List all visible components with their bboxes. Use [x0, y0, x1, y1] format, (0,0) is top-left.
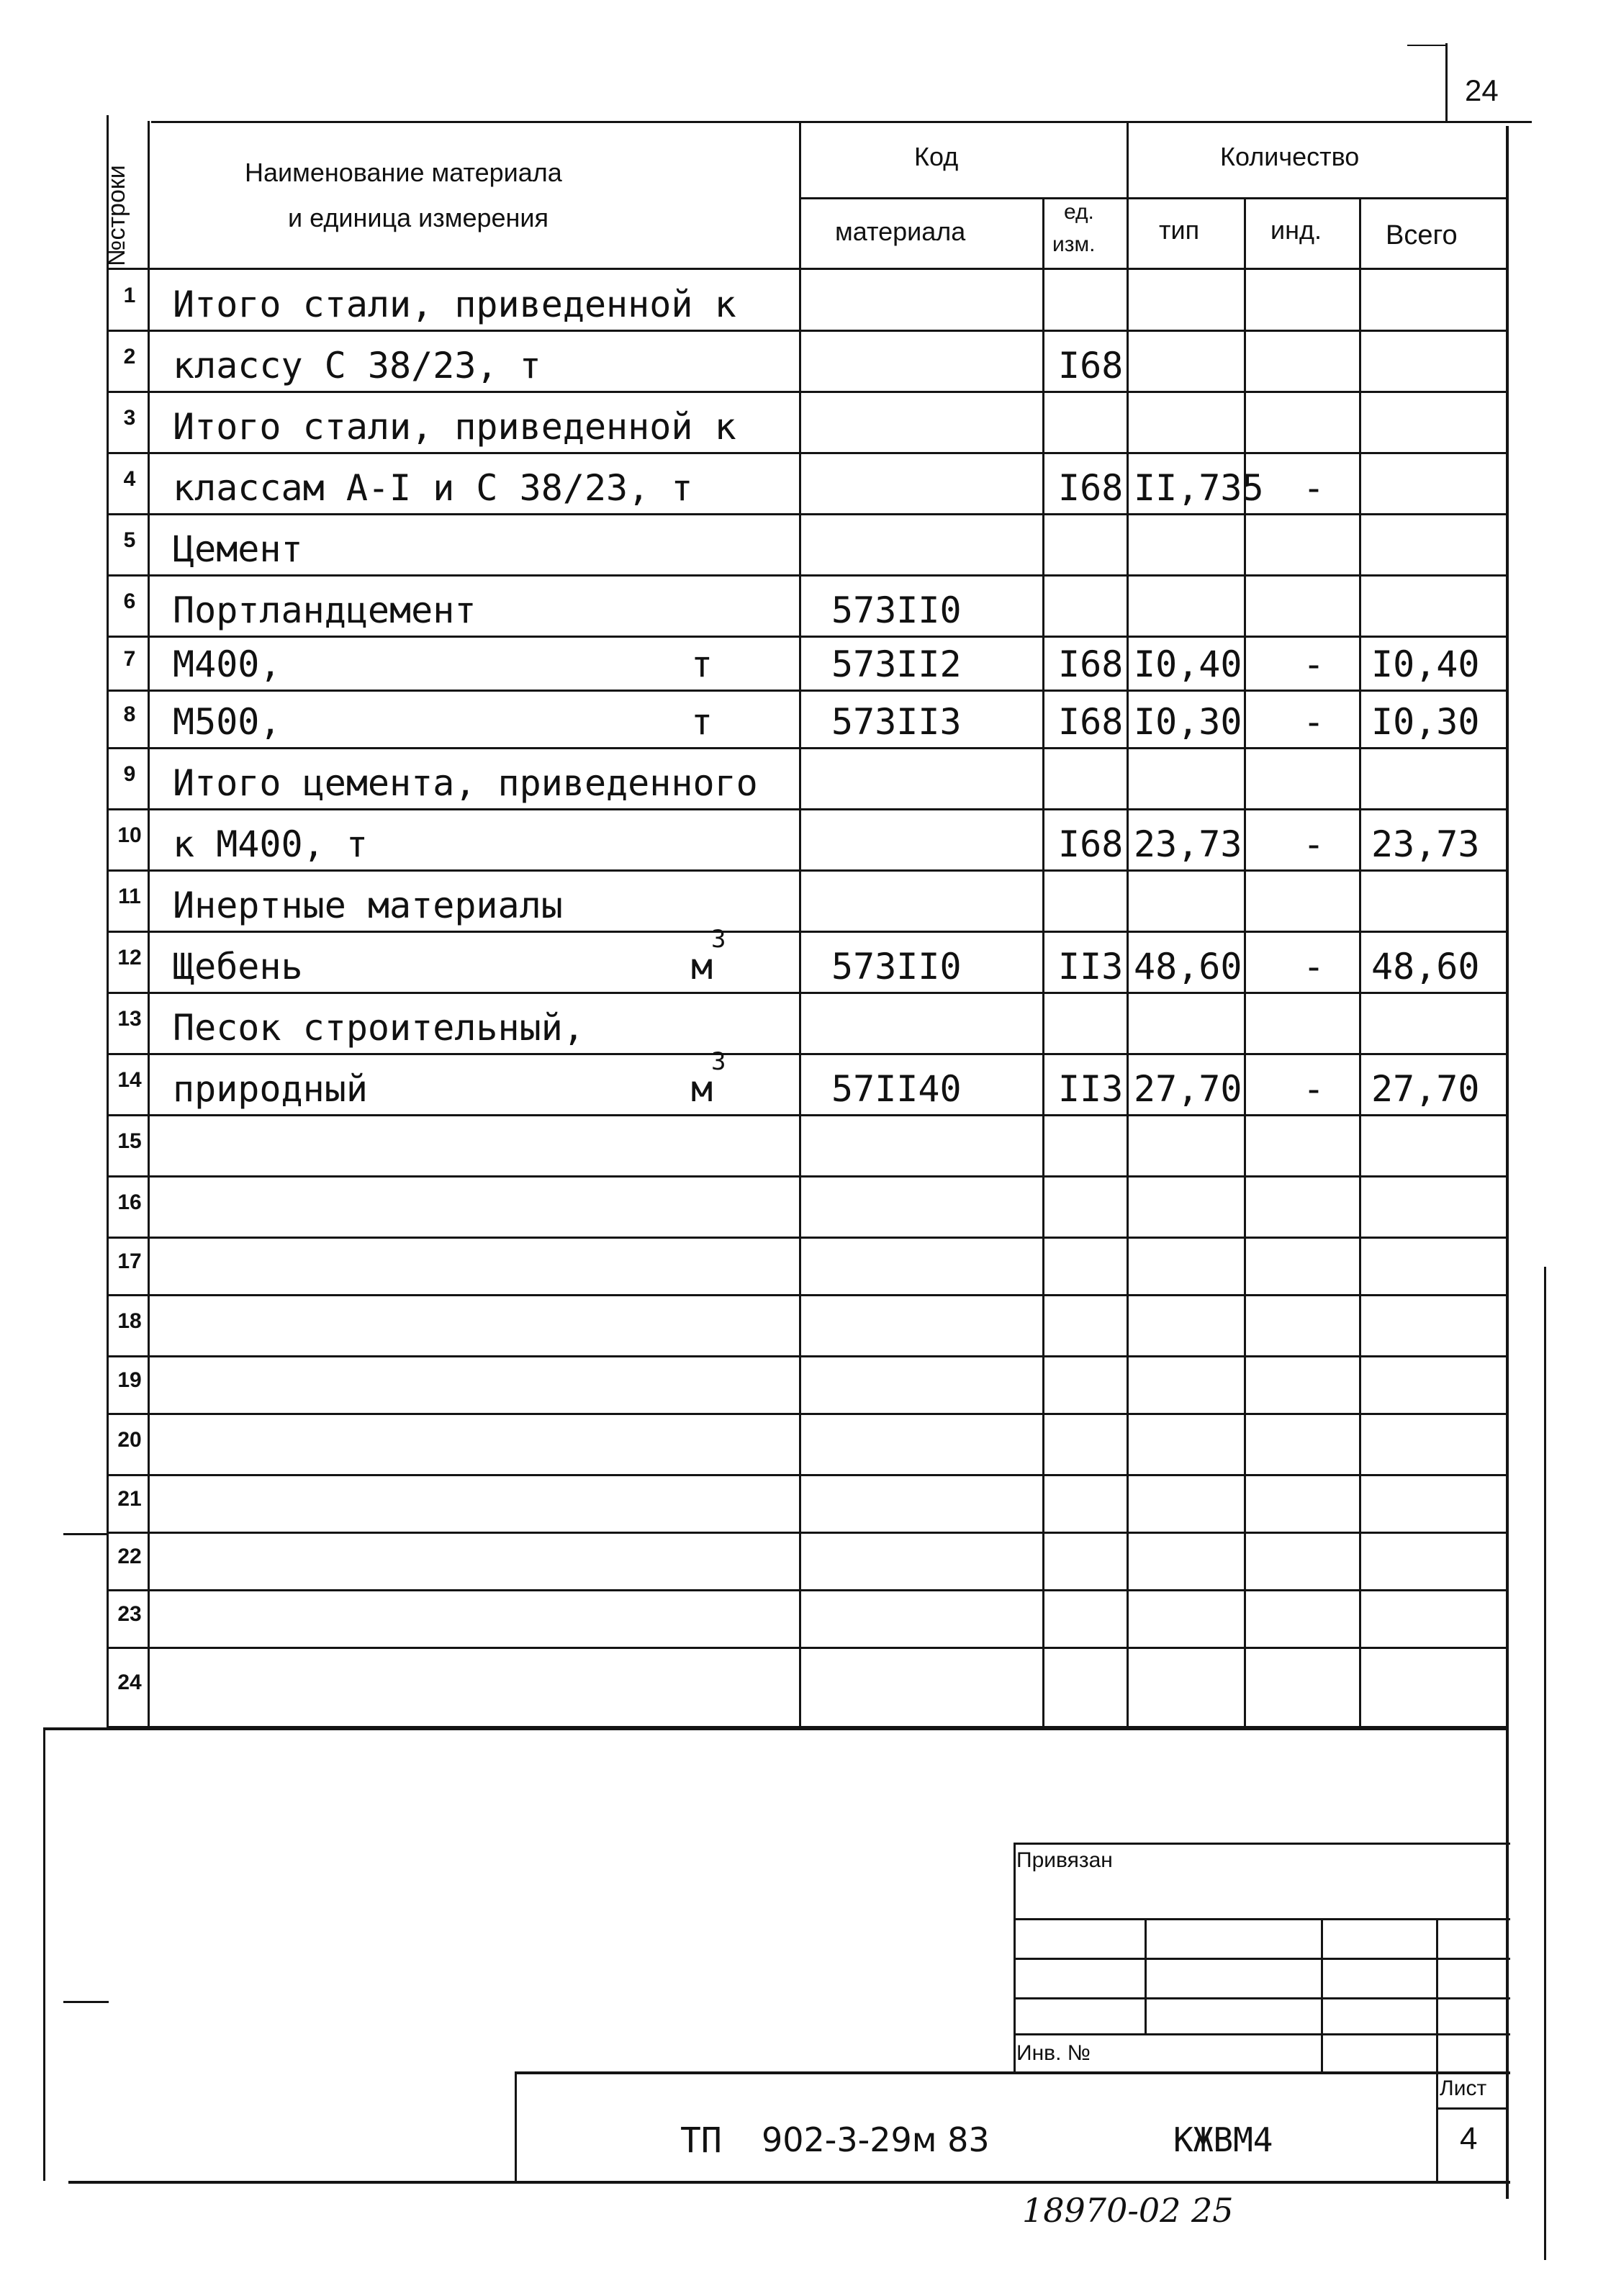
row-divider [108, 1294, 1508, 1296]
row-name: классу С 38/23, т [173, 345, 541, 387]
row-name: Щебень [173, 946, 303, 987]
row-divider [108, 574, 1508, 577]
col-divider-typ [1244, 197, 1246, 1727]
handwritten-footer: 18970-02 25 [1022, 2191, 1234, 2230]
row-name: Итого стали, приведенной к [173, 284, 736, 325]
row-number: 5 [123, 528, 136, 552]
margin-tick [63, 1533, 109, 1535]
header-ind: инд. [1270, 215, 1322, 245]
row-divider [108, 1589, 1508, 1591]
row-name: Цемент [173, 528, 303, 570]
row-qty-typ: 48,60 [1134, 946, 1242, 987]
row-divider [108, 636, 1508, 638]
row-material-code: 573II2 [831, 643, 962, 685]
stamp-sheet-number: 4 [1460, 2121, 1478, 2156]
header-quantity: Количество [1220, 142, 1360, 171]
row-name: Итого цемента, приведенного [173, 762, 758, 804]
stamp-inv-number: Инв. № [1016, 2041, 1091, 2065]
row-number: 7 [123, 647, 136, 671]
row-unit-code: I68 [1058, 823, 1124, 865]
row-name: М400, [173, 643, 281, 685]
row-unit-symbol: т [691, 701, 713, 743]
row-number: 24 [117, 1671, 142, 1694]
margin-tick [63, 2001, 109, 2003]
header-typ: тип [1159, 215, 1200, 245]
row-qty-total: 48,60 [1371, 946, 1480, 987]
row-number: 8 [123, 702, 136, 726]
row-divider [108, 931, 1508, 933]
col-divider-unit [1127, 121, 1129, 1727]
row-qty-ind: - [1303, 643, 1325, 685]
row-number: 1 [123, 284, 136, 307]
row-number: 20 [117, 1428, 142, 1452]
table-right-border [1506, 126, 1509, 2199]
row-number: 16 [117, 1190, 142, 1214]
row-qty-ind: - [1303, 823, 1325, 865]
row-unit-code: I68 [1058, 701, 1124, 743]
row-number: 23 [117, 1602, 142, 1626]
row-unit-code: II3 [1058, 1068, 1124, 1110]
row-number: 15 [117, 1129, 142, 1153]
row-unit-symbol: м [691, 946, 713, 987]
frame-bottom-border [68, 2181, 1510, 2184]
stamp-designation-code: КЖВМ4 [1173, 2120, 1273, 2159]
frame-left-border [43, 1727, 45, 2181]
row-name: к М400, т [173, 823, 368, 865]
row-divider [108, 1474, 1508, 1476]
row-divider [108, 992, 1508, 994]
row-divider [108, 391, 1508, 393]
header-material: материала [835, 217, 966, 246]
row-name: Итого стали, приведенной к [173, 406, 736, 448]
page-number: 24 [1465, 73, 1499, 107]
row-divider [108, 1175, 1508, 1178]
row-divider [108, 1532, 1508, 1534]
row-number: 14 [117, 1068, 142, 1092]
row-unit-code: I68 [1058, 643, 1124, 685]
row-divider [108, 1053, 1508, 1055]
row-material-code: 573II0 [831, 589, 962, 631]
col-divider-code [1042, 197, 1044, 1727]
row-name: природный [173, 1068, 368, 1110]
row-unit-code: I68 [1058, 345, 1124, 387]
row-name: Инертные материалы [173, 885, 563, 926]
stamp-sheet-label: Лист [1440, 2076, 1487, 2100]
row-number: 12 [117, 946, 142, 970]
table-top-border [151, 121, 1508, 123]
row-number: 21 [117, 1487, 142, 1511]
row-number: 11 [118, 885, 141, 908]
header-unit-line1: ед. [1064, 200, 1094, 224]
header-total: Всего [1386, 220, 1458, 250]
row-divider [108, 1413, 1508, 1415]
row-name: М500, [173, 701, 281, 743]
row-number: 10 [117, 823, 142, 847]
row-number: 9 [123, 762, 136, 786]
stamp-attached: Привязан [1016, 1848, 1113, 1872]
row-number: 18 [117, 1309, 142, 1333]
header-name-line1: Наименование материала [245, 158, 562, 187]
row-number: 22 [117, 1545, 142, 1568]
stamp-designation-tp: ТП [680, 2120, 722, 2161]
row-name: Портландцемент [173, 589, 477, 631]
row-unit-code: II3 [1058, 946, 1124, 987]
row-name: Песок строительный, [173, 1007, 584, 1049]
row-unit-code: I68 [1058, 467, 1124, 509]
row-qty-total: I0,30 [1371, 701, 1480, 743]
row-number: 19 [117, 1368, 142, 1392]
row-number: 4 [123, 467, 136, 491]
row-number: 17 [117, 1249, 142, 1273]
row-divider [108, 869, 1508, 872]
header-row-number: №строки [103, 165, 130, 266]
row-number: 3 [123, 406, 136, 430]
row-qty-ind: - [1303, 1068, 1325, 1110]
row-material-code: 573II3 [831, 701, 962, 743]
row-qty-ind: - [1303, 946, 1325, 987]
row-qty-ind: - [1303, 467, 1325, 509]
header-code: Код [914, 142, 959, 171]
header-name-line2: и единица измерения [288, 203, 549, 232]
col-divider-ind [1359, 197, 1361, 1727]
row-divider [108, 1726, 1508, 1728]
col-divider-name [799, 121, 801, 1727]
row-material-code: 57II40 [831, 1068, 962, 1110]
row-qty-typ: II,735 [1134, 467, 1264, 509]
row-divider [108, 690, 1508, 692]
row-number: 13 [117, 1007, 142, 1031]
row-unit-superscript: 3 [711, 1047, 726, 1076]
row-divider [108, 747, 1508, 749]
header-unit-line2: изм. [1052, 232, 1096, 256]
row-unit-superscript: 3 [711, 925, 726, 954]
row-unit-symbol: м [691, 1068, 713, 1110]
row-qty-typ: 23,73 [1134, 823, 1242, 865]
row-divider [108, 330, 1508, 332]
row-divider [108, 1647, 1508, 1649]
row-qty-typ: 27,70 [1134, 1068, 1242, 1110]
row-qty-total: I0,40 [1371, 643, 1480, 685]
row-divider [108, 1355, 1508, 1357]
row-qty-typ: I0,40 [1134, 643, 1242, 685]
row-qty-ind: - [1303, 701, 1325, 743]
row-qty-typ: I0,30 [1134, 701, 1242, 743]
row-divider [108, 1237, 1508, 1239]
row-name: классам А-I и С 38/23, т [173, 467, 693, 509]
row-material-code: 573II0 [831, 946, 962, 987]
row-number: 2 [123, 345, 136, 369]
stamp-designation-number: 902-3-29м 83 [762, 2120, 990, 2159]
row-divider [108, 452, 1508, 454]
row-qty-total: 27,70 [1371, 1068, 1480, 1110]
row-number: 6 [123, 589, 136, 613]
row-divider [108, 1114, 1508, 1116]
row-qty-total: 23,73 [1371, 823, 1480, 865]
row-divider [108, 808, 1508, 810]
right-margin-line [1544, 1267, 1546, 2260]
row-unit-symbol: т [691, 643, 713, 685]
row-divider [108, 513, 1508, 515]
